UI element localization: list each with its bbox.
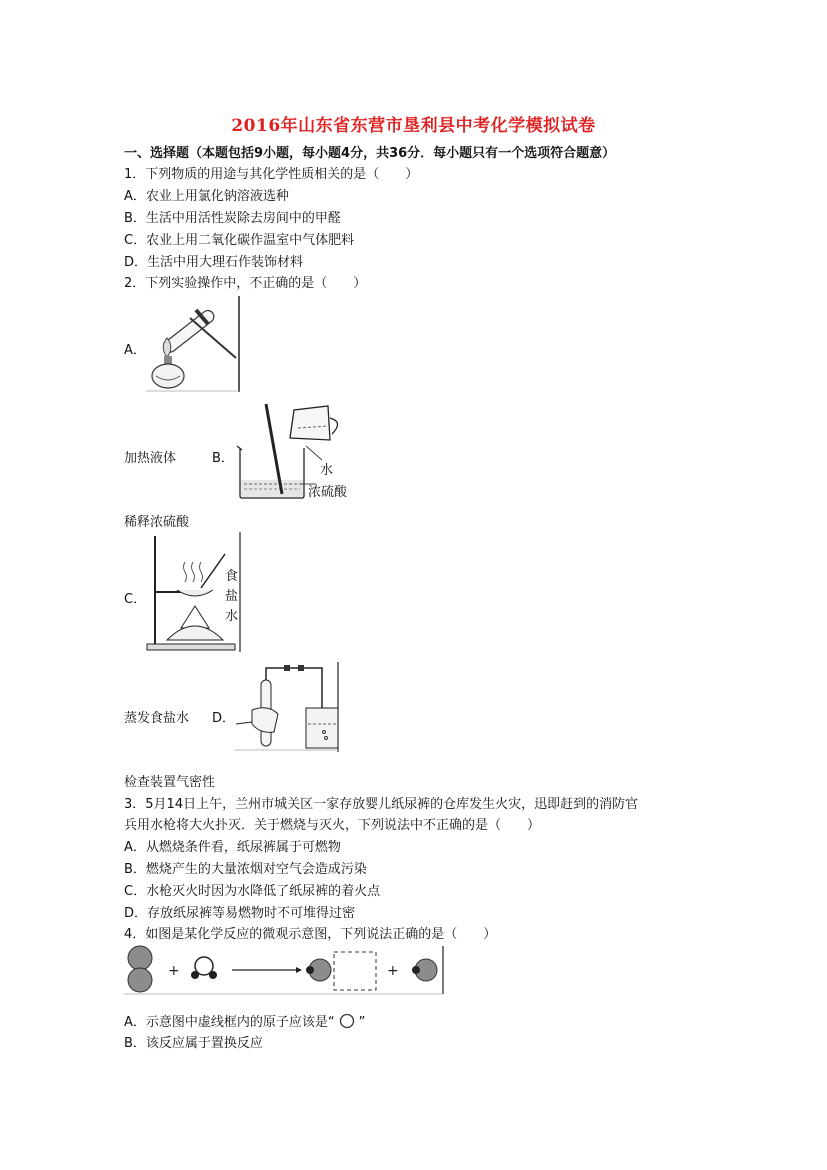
evaporation-figure [145, 532, 241, 652]
q2-option-a-label: A． [124, 343, 146, 358]
q4-stem: 4．如图是某化学反应的微观示意图，下列说法正确的是（ ） [124, 927, 497, 942]
figure-label-shi: 食 [225, 569, 239, 584]
heating-liquid-figure [146, 296, 242, 392]
q3-option-d: D．存放纸尿裤等易燃物时不可堆得过密 [124, 906, 356, 921]
q4-option-a [124, 1013, 365, 1032]
reaction-diagram [124, 944, 446, 996]
q1-stem: 1．下列物质的用途与其化学性质相关的是（ ） [124, 167, 419, 182]
q1-option-b: B．生活中用活性炭除去房间中的甲醛 [124, 211, 341, 226]
figure-label-shui: 水 [225, 609, 239, 624]
q3-option-a: A．从燃烧条件看，纸尿裤属于可燃物 [124, 840, 341, 855]
q2-option-b-caption: 稀释浓硫酸 [124, 515, 190, 530]
q1-option-a: A．农业上用氯化钠溶液选种 [124, 189, 289, 204]
q3-stem-line1: 3．5月14日上午，兰州市城关区一家存放婴儿纸尿裤的仓库发生火灾，迅即赶到的消防官 [124, 797, 639, 812]
q1-option-c: C．农业上用二氧化碳作温室中气体肥料 [124, 233, 355, 248]
q4-option-b: B．该反应属于置换反应 [124, 1036, 263, 1051]
page-title: 2016年山东省东营市垦利县中考化学模拟试卷 [231, 116, 596, 136]
section-heading: 一、选择题（本题包括9小题，每小题4分，共36分．每小题只有一个选项符合题意） [124, 146, 616, 161]
q2-stem: 2．下列实验操作中，不正确的是（ ） [124, 276, 367, 291]
q2-option-d-label: D． [212, 711, 236, 726]
q3-stem-line2: 兵用水枪将大火扑灭．关于燃烧与灭火，下列说法中不正确的是（ ） [124, 818, 541, 833]
figure-label-acid: 浓硫酸 [308, 485, 348, 500]
svg-text:+: + [387, 963, 399, 979]
svg-text:+: + [168, 963, 180, 979]
q1-option-d: D．生活中用大理石作装饰材料 [124, 255, 304, 270]
q4-option-a-text: A．示意图中虚线框内的原子应该是“ [124, 1015, 335, 1030]
figure-label-water: 水 [320, 463, 334, 478]
q3-option-b: B．燃烧产生的大量浓烟对空气会造成污染 [124, 862, 367, 877]
q2-option-c-caption: 蒸发食盐水 [124, 711, 190, 726]
dilute-sulfuric-acid-figure [232, 400, 356, 502]
q2-option-b-label: B． [212, 451, 234, 466]
q2-option-a-caption: 加热液体 [124, 451, 177, 466]
q2-option-c-label: C． [124, 592, 147, 607]
airtightness-check-figure [234, 662, 340, 752]
q2-option-d-caption: 检查装置气密性 [124, 775, 216, 790]
q4-option-a-close-quote: ” [358, 1015, 366, 1030]
q3-option-c: C．水枪灭火时因为水降低了纸尿裤的着火点 [124, 884, 381, 899]
white-atom-icon [335, 1013, 359, 1029]
figure-label-yan: 盐 [225, 589, 239, 604]
